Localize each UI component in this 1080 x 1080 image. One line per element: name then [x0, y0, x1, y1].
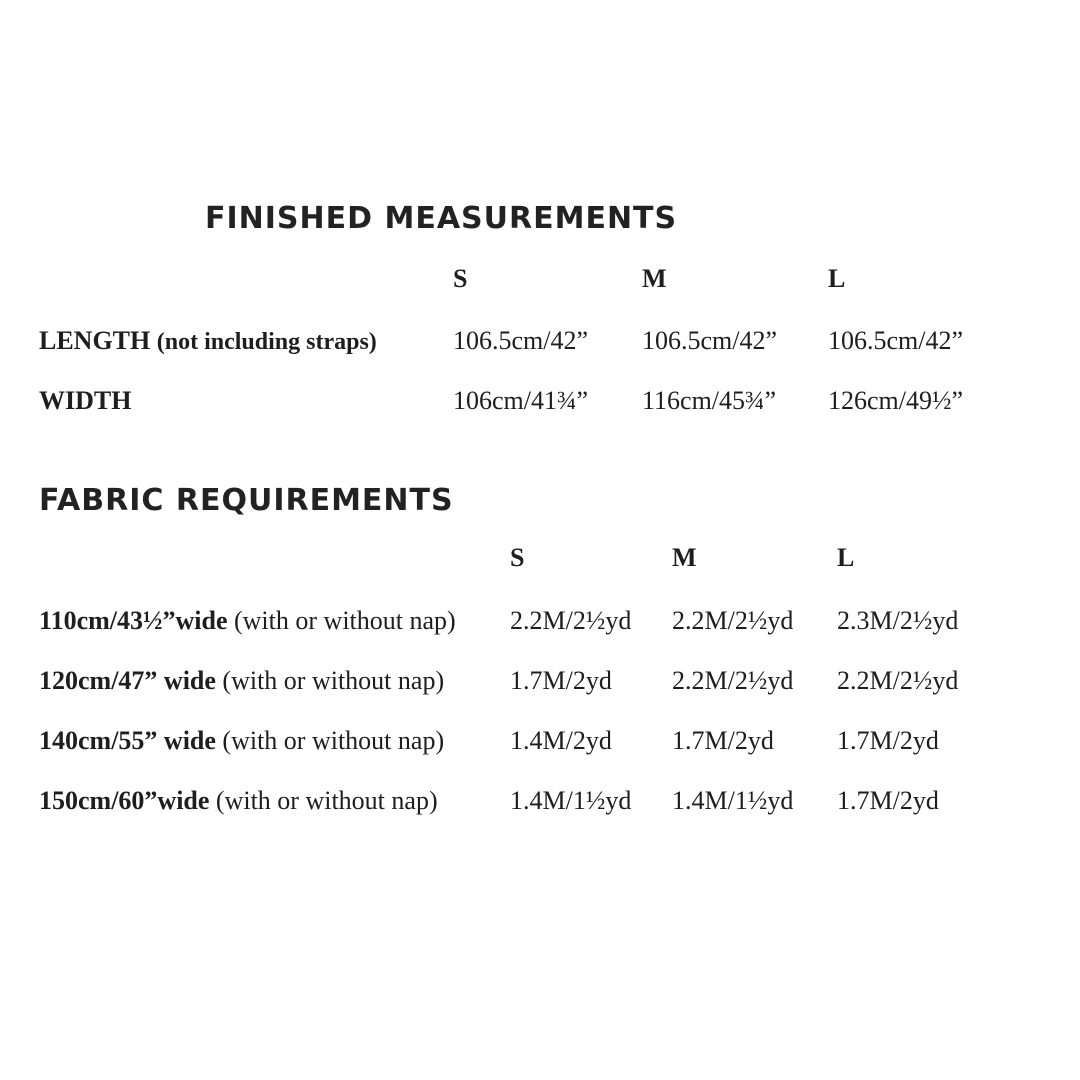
fabric-requirements-title: FABRIC REQUIREMENTS: [39, 483, 454, 518]
fabric-110-value-l: 2.3M/2½yd: [837, 606, 959, 635]
fabric-row-140-label: [39, 728, 444, 754]
fabric-150-value-s: 1.4M/1½yd: [510, 786, 632, 815]
fabric-140-value-s: 1.4M/2yd: [510, 726, 612, 755]
length-label: LENGTH: [39, 326, 151, 355]
length-value-l: 106.5cm/42”: [828, 326, 964, 355]
length-value-s: 106.5cm/42”: [453, 326, 589, 355]
fabric-nap-note-110: (with or without nap): [227, 606, 456, 635]
finished-size-s-header: S: [453, 264, 468, 293]
width-value-m: 116cm/45¾”: [642, 386, 777, 415]
fabric-120-value-m: 2.2M/2½yd: [672, 666, 794, 695]
width-label: WIDTH: [39, 386, 132, 415]
fabric-width-120: 120cm/47” wide: [39, 666, 216, 695]
fabric-size-s-header: S: [510, 543, 525, 572]
fabric-150-value-m: 1.4M/1½yd: [672, 786, 794, 815]
fabric-row-120-label: [39, 668, 444, 694]
length-note: (not including straps): [156, 329, 377, 355]
fabric-nap-note-120: (with or without nap): [215, 666, 445, 695]
finished-measurements-title: FINISHED MEASUREMENTS: [205, 201, 678, 236]
fabric-110-value-s: 2.2M/2½yd: [510, 606, 632, 635]
fabric-110-value-m: 2.2M/2½yd: [672, 606, 794, 635]
fabric-row-150-label: [39, 788, 438, 814]
width-row-label: [39, 388, 131, 414]
fabric-140-value-m: 1.7M/2yd: [672, 726, 774, 755]
fabric-nap-note-140: (with or without nap): [215, 726, 445, 755]
fabric-120-value-l: 2.2M/2½yd: [837, 666, 959, 695]
fabric-120-value-s: 1.7M/2yd: [510, 666, 612, 695]
finished-size-m-header: M: [642, 264, 667, 293]
finished-size-l-header: L: [828, 264, 846, 293]
fabric-150-value-l: 1.7M/2yd: [837, 786, 939, 815]
fabric-width-110: 110cm/43½”wide: [39, 606, 228, 635]
length-row-label: [39, 328, 377, 354]
fabric-nap-note-150: (with or without nap): [209, 786, 438, 815]
fabric-width-150: 150cm/60”wide: [39, 786, 210, 815]
width-value-l: 126cm/49½”: [828, 386, 964, 415]
fabric-140-value-l: 1.7M/2yd: [837, 726, 939, 755]
fabric-width-140: 140cm/55” wide: [39, 726, 216, 755]
width-value-s: 106cm/41¾”: [453, 386, 589, 415]
fabric-size-m-header: M: [672, 543, 697, 572]
fabric-size-l-header: L: [837, 543, 855, 572]
length-value-m: 106.5cm/42”: [642, 326, 778, 355]
fabric-row-110-label: [39, 608, 456, 634]
